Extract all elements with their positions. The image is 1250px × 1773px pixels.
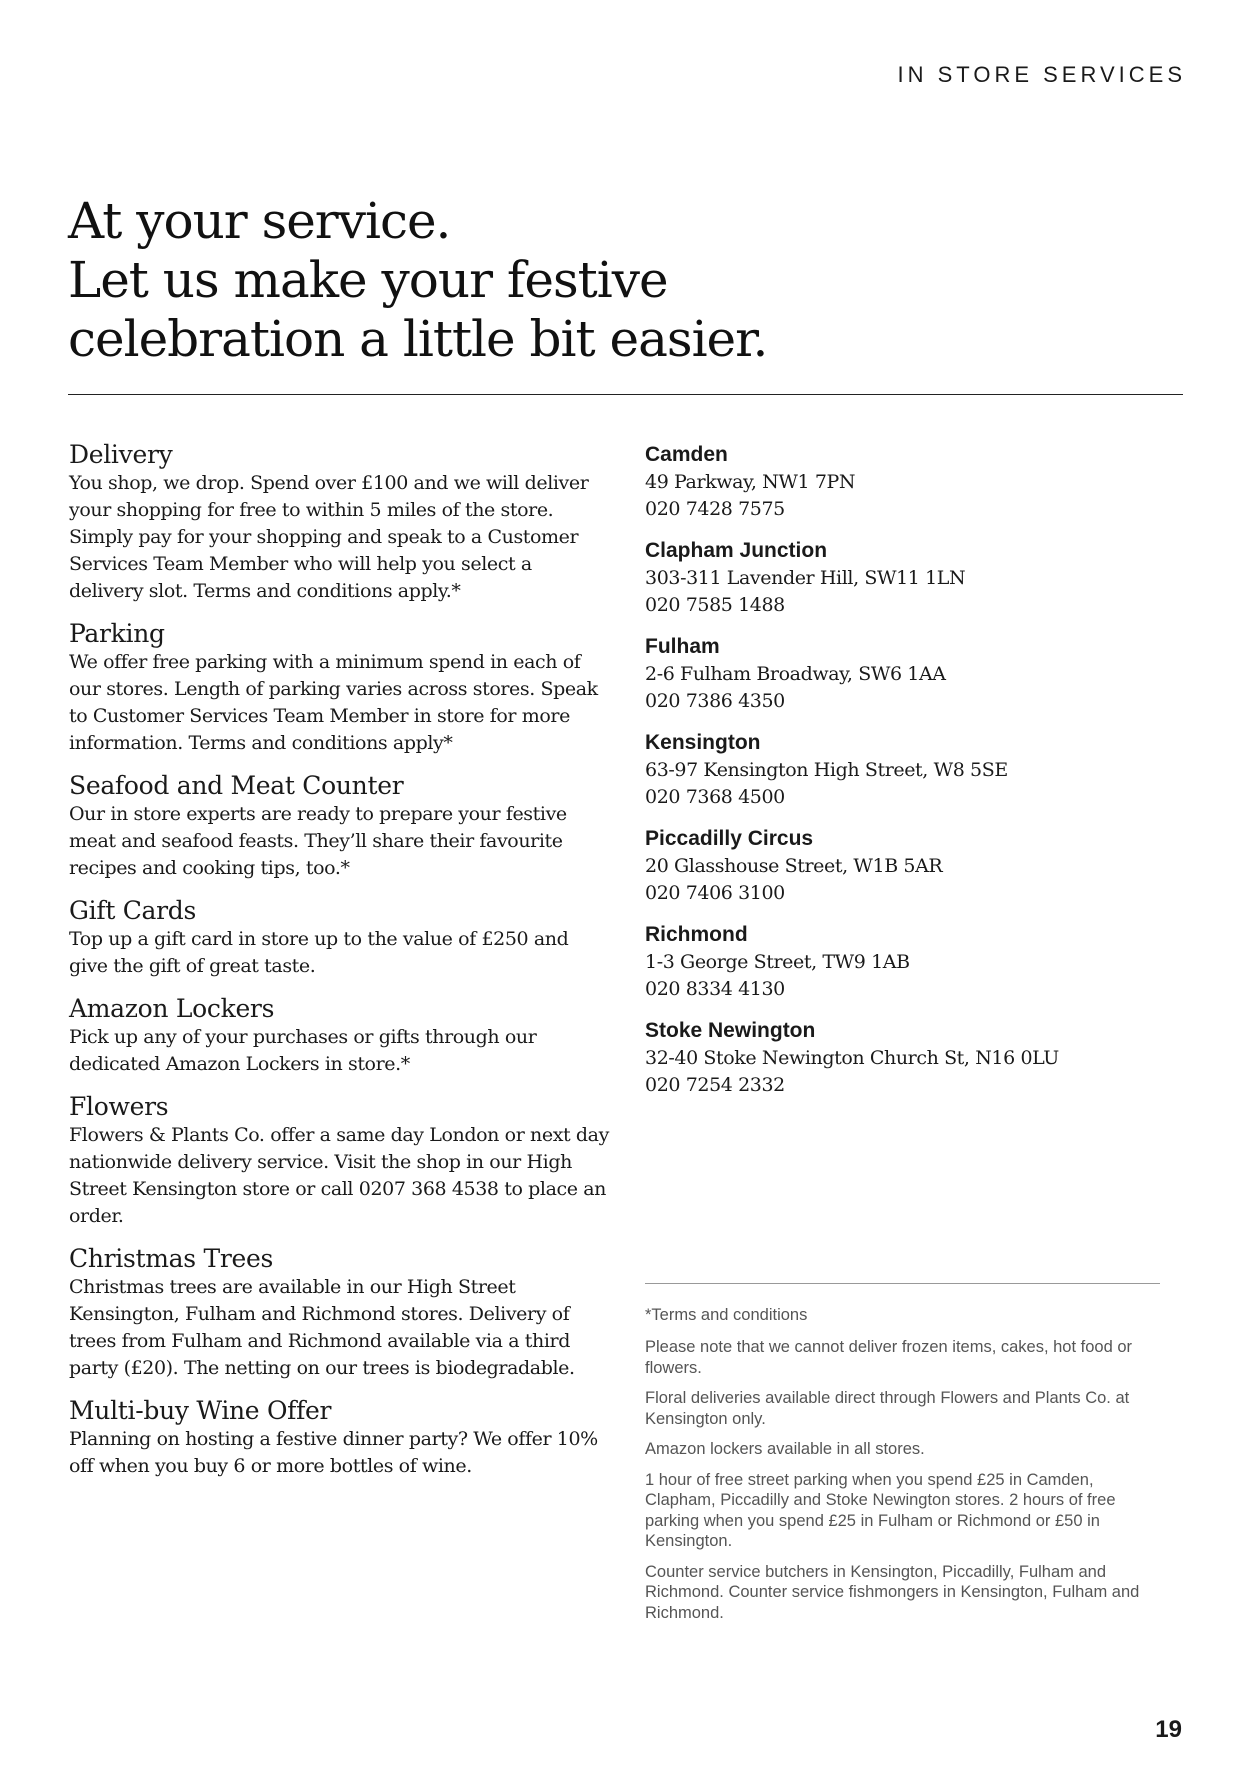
store-address: 20 Glasshouse Street, W1B 5AR — [645, 855, 943, 877]
service-seafood-meat-counter — [69, 771, 609, 882]
store-stoke-newington — [645, 1017, 1185, 1099]
service-title: Seafood and Meat Counter — [69, 771, 404, 800]
section-label: IN STORE SERVICES — [897, 62, 1186, 87]
service-description: Pick up any of your purchases or gifts through our dedicated Amazon Lockers in store.* — [69, 1026, 537, 1075]
store-phone: 020 7386 4350 — [645, 690, 785, 712]
store-piccadilly-circus — [645, 825, 1185, 907]
page-number: 19 — [1155, 1716, 1182, 1743]
store-name: Kensington — [645, 731, 761, 754]
store-camden — [645, 441, 1185, 523]
service-title: Flowers — [69, 1092, 169, 1121]
service-christmas-trees — [69, 1244, 609, 1382]
terms-item: Floral deliveries available direct through Flowers and Plants Co. at Kensington only. — [645, 1389, 1130, 1428]
service-gift-cards — [69, 896, 609, 980]
store-phone: 020 7406 3100 — [645, 882, 785, 904]
store-phone: 020 7254 2332 — [645, 1074, 785, 1096]
service-flowers — [69, 1092, 609, 1230]
store-phone: 020 7585 1488 — [645, 594, 785, 616]
service-description: Flowers & Plants Co. offer a same day London or next day nationwide delivery service. Visit the shop in our High Street Kensington store or call 0207 368 4538 to place an order. — [69, 1124, 609, 1227]
service-title: Delivery — [69, 440, 173, 469]
store-address: 32-40 Stoke Newington Church St, N16 0LU — [645, 1047, 1059, 1069]
store-name: Stoke Newington — [645, 1019, 816, 1042]
store-phone: 020 8334 4130 — [645, 978, 785, 1000]
store-name: Piccadilly Circus — [645, 827, 814, 850]
headline-line-3: celebration a little bit easier. — [68, 310, 768, 368]
service-title: Multi-buy Wine Offer — [69, 1396, 332, 1425]
services-list — [69, 440, 609, 1494]
store-list — [645, 441, 1185, 1113]
store-fulham — [645, 633, 1185, 715]
store-name: Fulham — [645, 635, 720, 658]
service-description: Top up a gift card in store up to the value of £250 and give the gift of great taste. — [69, 928, 569, 977]
terms-item: 1 hour of free street parking when you spend £25 in Camden, Clapham, Piccadilly and Stoke Newington stores. 2 hours of free parking when you spend £25 in Fulham or Richmond or £50 in Kensington. — [645, 1470, 1116, 1550]
service-description: Our in store experts are ready to prepare your festive meat and seafood feasts. They’ll share their favourite recipes and cooking tips, too.* — [69, 803, 567, 879]
service-title: Christmas Trees — [69, 1244, 273, 1273]
service-description: Planning on hosting a festive dinner party? We offer 10% off when you buy 6 or more bottles of wine. — [69, 1428, 598, 1477]
service-title: Parking — [69, 619, 165, 648]
store-phone: 020 7368 4500 — [645, 786, 785, 808]
headline-line-2: Let us make your festive — [68, 251, 668, 309]
terms-item: Counter service butchers in Kensington, Piccadilly, Fulham and Richmond. Counter service fishmongers in Kensington, Fulham and Richmond. — [645, 1562, 1140, 1622]
store-address: 1-3 George Street, TW9 1AB — [645, 951, 910, 973]
terms-item: Please note that we cannot deliver frozen items, cakes, hot food or flowers. — [645, 1338, 1133, 1377]
store-address: 63-97 Kensington High Street, W8 5SE — [645, 759, 1008, 781]
terms-title: *Terms and conditions — [645, 1306, 808, 1324]
service-description: You shop, we drop. Spend over £100 and we will deliver your shopping for free to within 5 miles of the store. Simply pay for your shopping and speak to a Customer Services Team Member who will help you select a delivery slot. Terms and conditions apply.* — [69, 472, 589, 602]
service-delivery — [69, 440, 609, 605]
service-wine-offer — [69, 1396, 609, 1480]
store-address: 49 Parkway, NW1 7PN — [645, 471, 856, 493]
page-headline — [68, 192, 1168, 369]
headline-line-1: At your service. — [68, 192, 451, 250]
store-name: Clapham Junction — [645, 539, 828, 562]
store-clapham-junction — [645, 537, 1185, 619]
terms-and-conditions — [645, 1305, 1165, 1633]
store-kensington — [645, 729, 1185, 811]
store-address: 2-6 Fulham Broadway, SW6 1AA — [645, 663, 946, 685]
terms-divider — [645, 1283, 1160, 1284]
service-amazon-lockers — [69, 994, 609, 1078]
store-phone: 020 7428 7575 — [645, 498, 785, 520]
store-name: Richmond — [645, 923, 748, 946]
service-description: We offer free parking with a minimum spend in each of our stores. Length of parking varies across stores. Speak to Customer Services Team Member in store for more information. Terms and conditions apply* — [69, 651, 598, 754]
store-name: Camden — [645, 443, 728, 466]
headline-divider — [68, 394, 1183, 395]
store-richmond — [645, 921, 1185, 1003]
service-title: Gift Cards — [69, 896, 197, 925]
terms-item: Amazon lockers available in all stores. — [645, 1440, 925, 1458]
service-description: Christmas trees are available in our High Street Kensington, Fulham and Richmond stores. Delivery of trees from Fulham and Richmond available via a third party (£20). The netting on our trees is biodegradable. — [69, 1276, 575, 1379]
service-parking — [69, 619, 609, 757]
store-address: 303-311 Lavender Hill, SW11 1LN — [645, 567, 966, 589]
service-title: Amazon Lockers — [69, 994, 275, 1023]
